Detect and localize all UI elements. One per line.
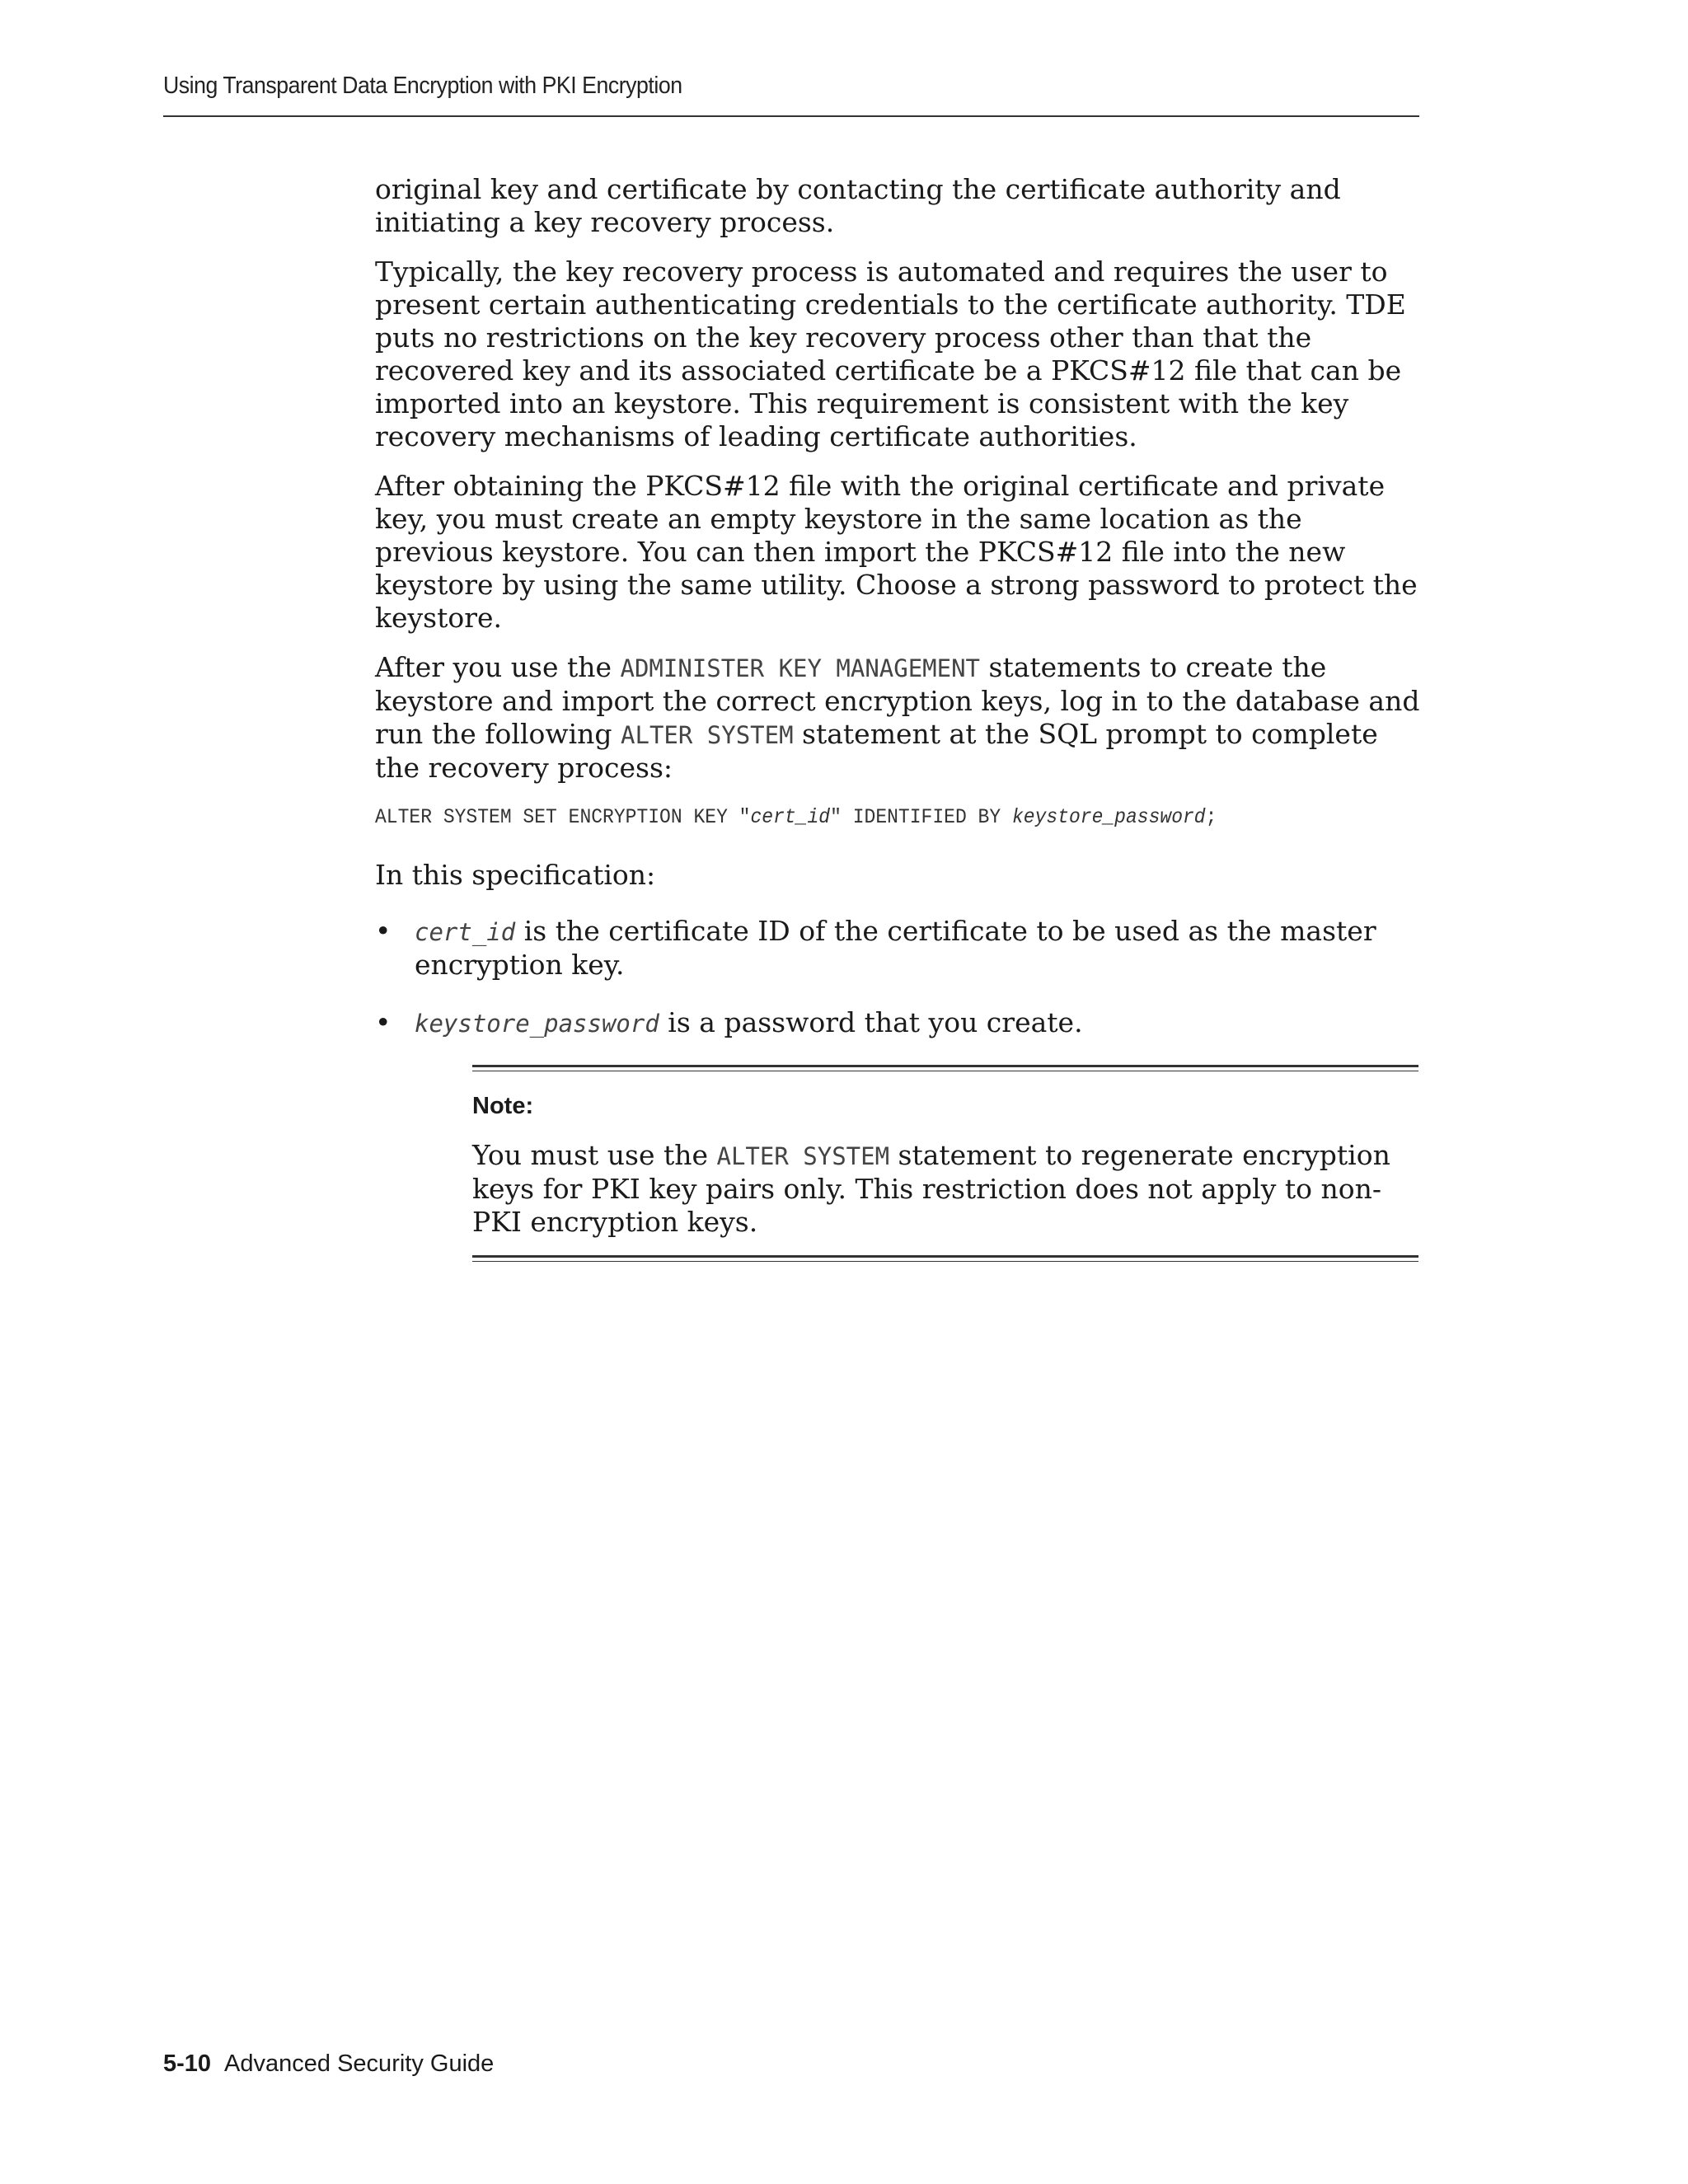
bullet-icon: • (375, 915, 392, 947)
note-text-1: You must use the (472, 1139, 717, 1171)
spec-intro: In this specification: (375, 859, 656, 891)
code-arg-keystore-password: keystore_password (1011, 805, 1206, 829)
list-item-text: is a password that you create. (659, 1006, 1083, 1038)
list-item-text: is the certificate ID of the certificate to be used as the master encryption key. (415, 915, 1376, 981)
term-cert-id: cert_id (415, 918, 516, 946)
term-keystore-password: keystore_password (415, 1010, 659, 1038)
inline-code-administer-key-management: ADMINISTER KEY MANAGEMENT (620, 654, 981, 682)
inline-code-alter-system: ALTER SYSTEM (621, 721, 794, 749)
code-example (375, 801, 1338, 834)
note-inline-code: ALTER SYSTEM (716, 1142, 890, 1170)
list-item (375, 1006, 1422, 1040)
paragraph-4-text-3: statement at the SQL prompt to complete the recovery process: (375, 718, 1378, 784)
running-header: Using Transparent Data Encryption with PKI Encryption (163, 73, 682, 99)
main-content (375, 173, 1422, 1262)
code-arg-cert-id: cert_id (750, 805, 831, 829)
spec-list (375, 915, 1422, 1040)
note-title: Note: (472, 1093, 534, 1119)
page-number: 5-10 (163, 2050, 212, 2077)
page-footer (163, 2050, 494, 2078)
code-part-3: ; (1205, 805, 1217, 829)
paragraph-2: Typically, the key recovery process is automated and requires the user to present certain authenticating credentials to the certificate authority. TDE puts no restrictions on the key recovery process other than that the recovered key and its associated certificate be a PKCS#12 file that can be imported into an keystore. This requirement is consistent with the key recovery mechanisms of leading certificate authorities. (375, 255, 1406, 452)
code-part-1: ALTER SYSTEM SET ENCRYPTION KEY " (375, 805, 751, 829)
bullet-icon: • (375, 1006, 392, 1038)
paragraph-3: After obtaining the PKCS#12 file with the original certificate and private key, you must create an empty keystore in the same location as the previous keystore. You can then import the PKCS#12 file into the new keystore by using the same utility. Choose a strong password to protect the keystore. (375, 470, 1418, 634)
paragraph-1: original key and certificate by contacting the certificate authority and initiating a key recovery process. (375, 173, 1341, 238)
note-text-2: statement to regenerate encryption keys for PKI key pairs only. This restriction does not apply to non-PKI encryption keys. (472, 1139, 1390, 1238)
note-bottom-rule (472, 1255, 1418, 1262)
list-item (375, 915, 1422, 982)
note-body (472, 1139, 1418, 1239)
book-title: Advanced Security Guide (224, 2050, 495, 2077)
paragraph-4-text-2: statements to create the keystore and import the correct encryption keys, log in to the database and run the following (375, 651, 1420, 750)
header-rule (163, 115, 1419, 117)
note-top-rule (472, 1065, 1418, 1071)
code-part-2: " IDENTIFIED BY (830, 805, 1012, 829)
paragraph-4-text-1: After you use the (375, 651, 621, 683)
note-box (472, 1065, 1418, 1262)
paragraph-4 (375, 651, 1422, 785)
